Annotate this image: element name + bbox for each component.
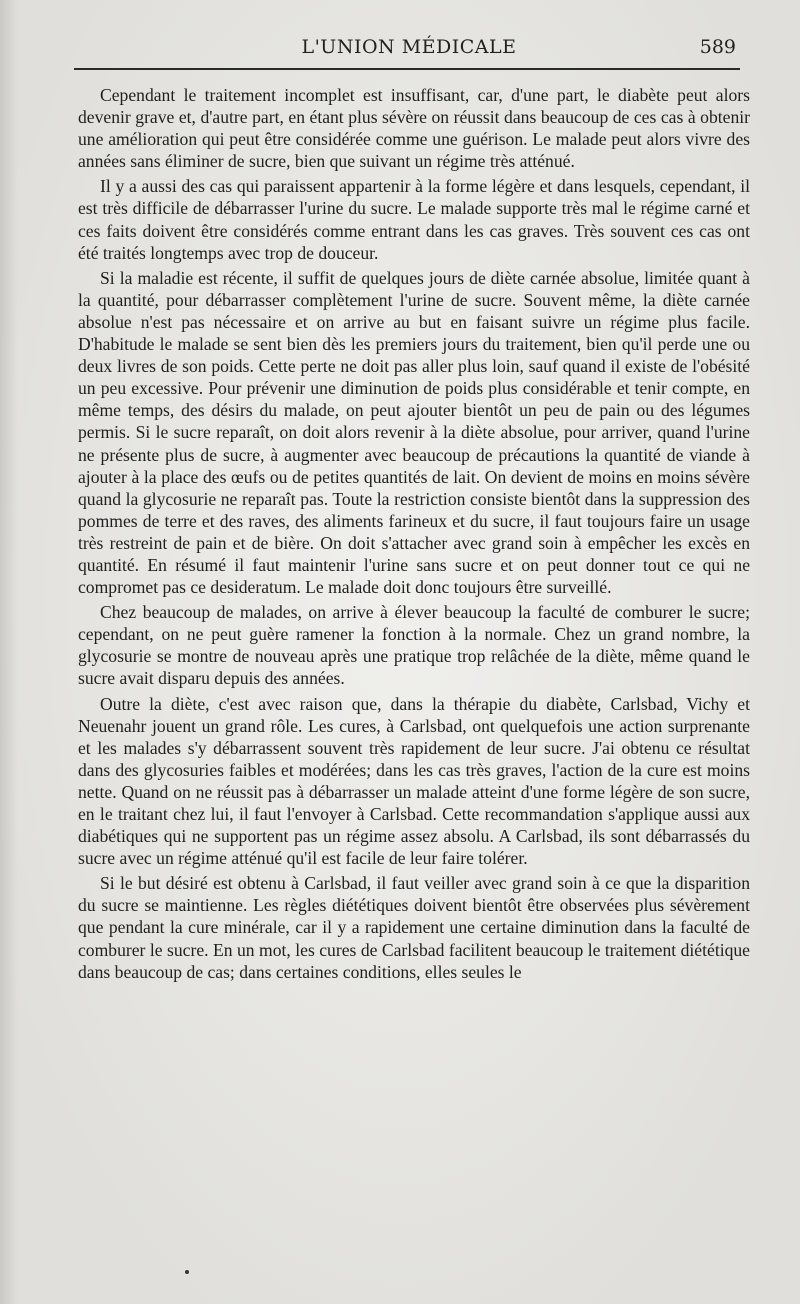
page-number: 589 bbox=[699, 36, 736, 58]
header-rule bbox=[74, 68, 740, 70]
page-gutter-shadow bbox=[0, 0, 18, 1304]
journal-title: L'UNION MÉDICALE bbox=[301, 36, 517, 58]
paragraph: Si la maladie est récente, il suffit de quelques jours de diète carnée absolue, limitée quant à la quantité, pour débarrasser complètement l'urine de sucre. Souvent même, la diète carnée absolue n'est pas nécessaire et on arrive au but en faisant suivre un régime plus facile. D'habitude le malade se sent bien dès les premiers jours du traitement, bien qu'il perde une ou deux livres de son poids. Cette perte ne doit pas aller plus loin, sauf quand il existe de l'obésité un peu excessive. Pour prévenir une diminution de poids plus considérable et tenir compte, en même temps, des désirs du malade, on peut ajouter bientôt un peu de pain ou des légumes permis. Si le sucre reparaît, on doit alors revenir à la diète absolue, pour arriver, quand l'urine ne présente plus de sucre, à augmenter avec beaucoup de précautions la quantité de viande à ajouter à la place des œufs ou de petites quantités de lait. On devient de moins en moins sévère quand la glycosurie ne reparaît pas. Toute la restriction consiste bientôt dans la suppression des pommes de terre et des raves, des aliments farineux et du sucre, il faut toujours faire un usage très restreint de pain et de bière. On doit s'attacher avec grand soin à empêcher les excès en quantité. En résumé il faut maintenir l'urine sans sucre et on peut donner tout ce qui ne compromet pas ce desideratum. Le malade doit donc toujours être surveillé. bbox=[78, 267, 750, 598]
paragraph: Outre la diète, c'est avec raison que, dans la thérapie du diabète, Carlsbad, Vichy et Neuenahr jouent un grand rôle. Les cures, à Carlsbad, ont quelquefois une action surprenante et les malades s'y débarrassent souvent très rapidement de leur sucre. J'ai obtenu ce résultat dans des glycosuries faibles et modérées; dans les cas très graves, l'action de la cure est moins nette. Quand on ne réussit pas à débarrasser un malade atteint d'une forme légère de son sucre, en le traitant chez lui, il faut l'envoyer à Carlsbad. Cette recommandation s'applique aussi aux diabétiques qui ne supportent pas un régime assez absolu. A Carlsbad, ils sont débarrassés du sucre avec un régime atténué qu'il est facile de leur faire tolérer. bbox=[78, 693, 750, 869]
paragraph: Cependant le traitement incomplet est insuffisant, car, d'une part, le diabète peut alors devenir grave et, d'autre part, en étant plus sévère on réussit dans beaucoup de ces cas à obtenir une amélioration qui peut être considérée comme une guérison. Le malade peut alors vivre des années sans éliminer de sucre, bien que suivant un régime très atténué. bbox=[78, 85, 750, 172]
paragraph: Il y a aussi des cas qui paraissent appartenir à la forme légère et dans lesquels, cependant, il est très difficile de débarrasser l'urine du sucre. Le malade supporte très mal le régime carné et ces faits doivent être considérés comme entrant dans les cas graves. Très souvent ces cas ont été traités longtemps avec trop de douceur. bbox=[78, 176, 750, 263]
paragraph: Si le but désiré est obtenu à Carlsbad, il faut veiller avec grand soin à ce que la disparition du sucre se maintienne. Les règles diététiques doivent bientôt être observées plus sévèrement que pendant la cure minérale, car il y a rapidement une certaine diminution dans la faculté de comburer le sucre. En un mot, les cures de Carlsbad facilitent beaucoup le traitement diététique dans beaucoup de cas; dans certaines conditions, elles seules le bbox=[78, 873, 750, 982]
paragraph: Chez beaucoup de malades, on arrive à élever beaucoup la faculté de comburer le sucre; cependant, on ne peut guère ramener la fonction à la normale. Chez un grand nombre, la glycosurie se montre de nouveau après une pratique trop relâchée de la diète, même quand le sucre avait disparu depuis des années. bbox=[78, 602, 750, 689]
article-body bbox=[78, 84, 750, 986]
running-head bbox=[78, 36, 740, 66]
ink-speck bbox=[185, 1270, 189, 1274]
